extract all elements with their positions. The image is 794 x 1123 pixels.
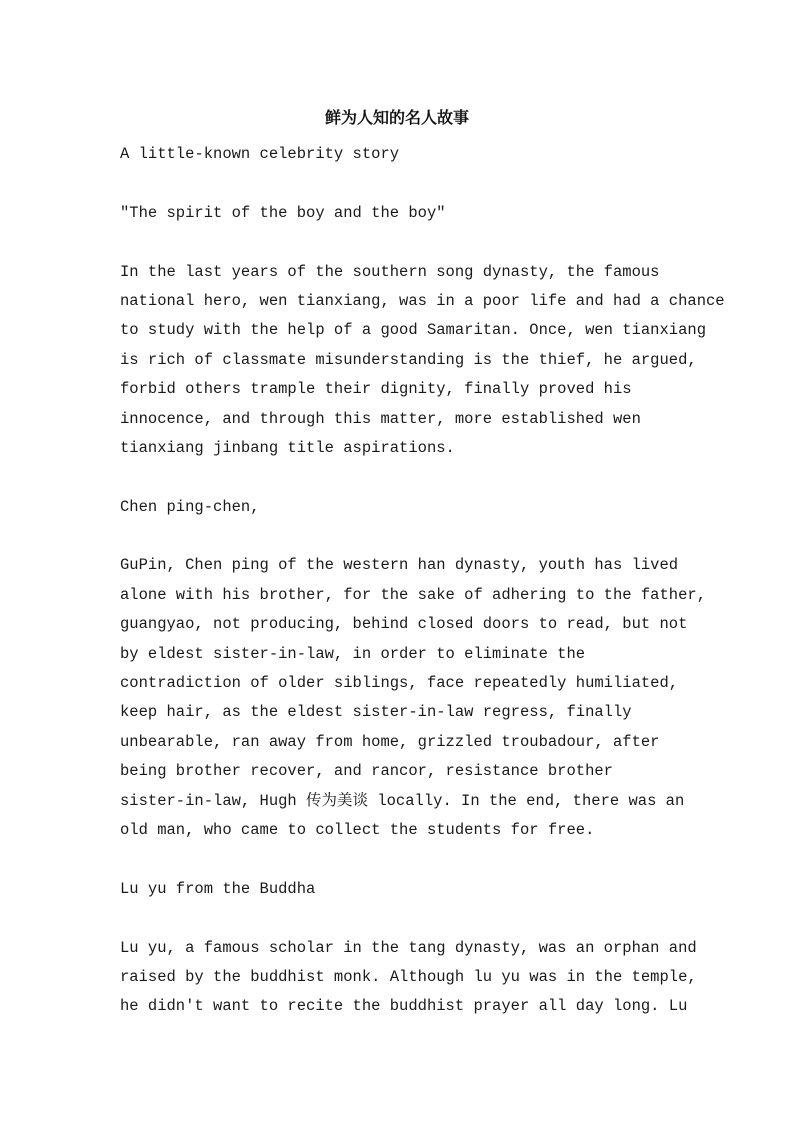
paragraph-line: keep hair, as the eldest sister-in-law regress, finally [120, 703, 632, 722]
blank-line [120, 522, 720, 551]
paragraph-line: In the last years of the southern song dynasty, the famous [120, 262, 660, 281]
paragraph-line: Lu yu, a famous scholar in the tang dynasty, was an orphan and [120, 938, 697, 957]
document-title: 鲜为人知的名人故事 [324, 108, 469, 127]
section-heading: "The spirit of the boy and the boy" [120, 203, 446, 222]
paragraph-line: national hero, wen tianxiang, was in a poor life and had a chance [120, 291, 725, 310]
paragraph-line: alone with his brother, for the sake of adhering to the father, [120, 585, 706, 604]
paragraph-line: unbearable, ran away from home, grizzled troubadour, after [120, 732, 660, 751]
section-heading: Lu yu from the Buddha [120, 879, 316, 898]
paragraph-line: is rich of classmate misunderstanding is the thief, he argued, [120, 350, 697, 369]
paragraph-line: old man, who came to collect the students for free. [120, 820, 595, 839]
paragraph-line: being brother recover, and rancor, resistance brother [120, 762, 613, 781]
document-body [120, 140, 725, 1022]
paragraph-line: contradiction of older siblings, face repeatedly humiliated, [120, 674, 679, 693]
blank-line [120, 904, 720, 933]
paragraph-line: by eldest sister-in-law, in order to eliminate the [120, 644, 586, 663]
paragraph-line: he didn't want to recite the buddhist prayer all day long. Lu [120, 997, 688, 1016]
paragraph-line: sister-in-law, Hugh 传为美谈 locally. In the end, there was an [120, 791, 685, 810]
document-subtitle: A little-known celebrity story [120, 145, 400, 163]
blank-line [120, 463, 720, 492]
paragraph-line: tianxiang jinbang title aspirations. [120, 438, 455, 457]
section-heading: Chen ping-chen, [120, 497, 260, 516]
paragraph-line: to study with the help of a good Samaritan. Once, wen tianxiang [120, 321, 706, 340]
paragraph-line: forbid others trample their dignity, finally proved his [120, 380, 632, 399]
blank-line [120, 228, 720, 257]
blank-line [120, 169, 720, 198]
paragraph-line: GuPin, Chen ping of the western han dynasty, youth has lived [120, 556, 679, 575]
paragraph-line: raised by the buddhist monk. Although lu yu was in the temple, [120, 967, 697, 986]
paragraph-line: guangyao, not producing, behind closed doors to read, but not [120, 615, 688, 634]
blank-line [120, 845, 720, 874]
paragraph-line: innocence, and through this matter, more established wen [120, 409, 641, 428]
